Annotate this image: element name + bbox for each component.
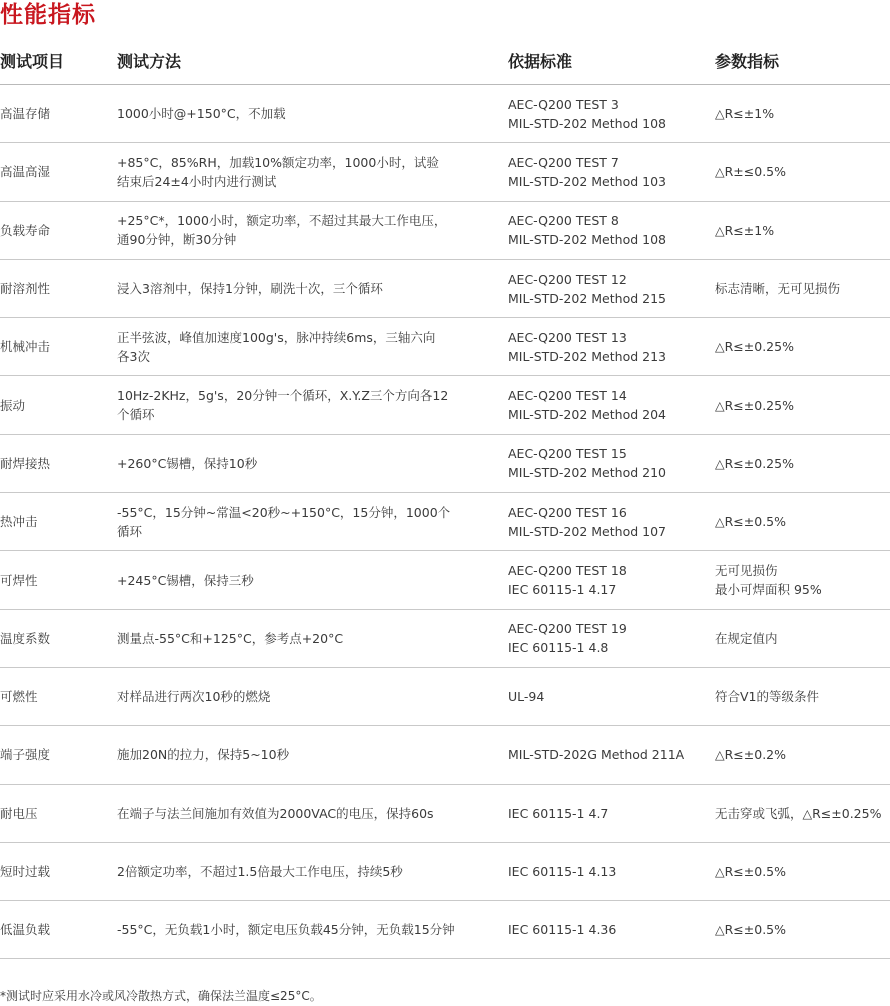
- cell-test-item: [0, 260, 105, 317]
- cell-standard: [508, 260, 703, 317]
- cell-test-method: [117, 376, 487, 433]
- cell-standard: [508, 376, 703, 433]
- table-row: [0, 726, 890, 784]
- standard-text: IEC 60115-1 4.36: [508, 922, 617, 938]
- cell-test-item: [0, 318, 105, 375]
- cell-parameter: [715, 493, 890, 550]
- cell-standard: [508, 435, 703, 492]
- cell-test-item: [0, 202, 105, 259]
- cell-parameter: [715, 726, 890, 783]
- table-row: [0, 435, 890, 493]
- parameter-text: △R±≤0.5%: [715, 164, 787, 180]
- standard-text: AEC-Q200 TEST 3 MIL-STD-202 Method 108: [508, 96, 666, 131]
- standard-text: AEC-Q200 TEST 18 IEC 60115-1 4.17: [508, 563, 627, 598]
- test-method-text: +260°C锡槽，保持10秒: [117, 455, 258, 471]
- cell-test-method: [117, 668, 487, 725]
- cell-test-item: [0, 785, 105, 842]
- parameter-text: △R≤±0.2%: [715, 747, 787, 763]
- cell-parameter: [715, 143, 890, 200]
- cell-test-method: [117, 435, 487, 492]
- table-row: [0, 785, 890, 843]
- cell-test-method: [117, 202, 487, 259]
- cell-standard: [508, 726, 703, 783]
- parameter-text: △R≤±0.5%: [715, 864, 787, 879]
- cell-standard: [508, 610, 703, 667]
- parameter-text: △R≤±0.5%: [715, 514, 787, 530]
- table-row: [0, 318, 890, 376]
- footnote: *测试时应采用水冷或风冷散热方式，确保法兰温度≤25°C。: [0, 989, 322, 1003]
- cell-test-method: [117, 318, 487, 375]
- test-method-text: 1000小时@+150°C，不加载: [117, 106, 286, 122]
- test-method-text: -55°C，无负载1小时，额定电压负载45分钟，无负载15分钟: [117, 922, 455, 938]
- test-item-text: 温度系数: [0, 630, 51, 646]
- test-method-text: 在端子与法兰间施加有效值为2000VAC的电压，保持60s: [117, 805, 434, 821]
- table-row: [0, 260, 890, 318]
- parameter-text: △R≤±0.25%: [715, 455, 794, 471]
- cell-test-item: [0, 85, 105, 142]
- cell-test-method: [117, 85, 487, 142]
- test-method-text: -55°C，15分钟~常温<20秒~+150°C，15分钟，1000个 循环: [117, 504, 451, 539]
- test-method-text: +245°C锡槽，保持三秒: [117, 572, 254, 588]
- parameter-text: △R≤±0.25%: [715, 339, 794, 355]
- test-item-text: 短时过载: [0, 864, 51, 879]
- header-standard: 依据标准: [508, 52, 573, 71]
- cell-parameter: [715, 668, 890, 725]
- standard-text: AEC-Q200 TEST 16 MIL-STD-202 Method 107: [508, 504, 666, 539]
- test-item-text: 高温高湿: [0, 164, 51, 180]
- parameter-text: 符合V1的等级条件: [715, 689, 820, 705]
- parameter-text: △R≤±0.5%: [715, 922, 787, 938]
- table-row: [0, 85, 890, 143]
- test-method-text: 10Hz-2KHz，5g's，20分钟一个循环，X.Y.Z三个方向各12 个循环: [117, 388, 449, 423]
- cell-test-item: [0, 668, 105, 725]
- header-test-item: 测试项目: [0, 52, 65, 71]
- test-method-text: 施加20N的拉力，保持5~10秒: [117, 747, 290, 763]
- test-item-text: 振动: [0, 397, 26, 413]
- cell-test-item: [0, 143, 105, 200]
- test-item-text: 耐电压: [0, 805, 38, 821]
- table-row: [0, 843, 890, 901]
- cell-standard: [508, 551, 703, 608]
- cell-test-method: [117, 785, 487, 842]
- page-title: 性能指标: [0, 2, 96, 28]
- test-method-text: +25°C*，1000小时，额定功率，不超过其最大工作电压， 通90分钟，断30分钟: [117, 213, 447, 248]
- standard-text: IEC 60115-1 4.7: [508, 805, 609, 821]
- table-header: [0, 44, 890, 85]
- cell-parameter: [715, 85, 890, 142]
- cell-test-item: [0, 376, 105, 433]
- table-row: [0, 551, 890, 609]
- cell-standard: [508, 493, 703, 550]
- cell-test-item: [0, 901, 105, 958]
- parameter-text: 无击穿或飞弧，△R≤±0.25%: [715, 805, 882, 821]
- parameter-text: △R≤±0.25%: [715, 397, 794, 413]
- cell-test-method: [117, 260, 487, 317]
- cell-test-item: [0, 610, 105, 667]
- cell-parameter: [715, 260, 890, 317]
- cell-standard: [508, 843, 703, 900]
- spec-table-body: [0, 85, 890, 959]
- test-item-text: 耐焊接热: [0, 455, 51, 471]
- cell-parameter: [715, 435, 890, 492]
- header-parameter: 参数指标: [715, 52, 780, 71]
- cell-test-method: [117, 843, 487, 900]
- cell-parameter: [715, 785, 890, 842]
- cell-standard: [508, 901, 703, 958]
- parameter-text: 无可见损伤 最小可焊面积 95%: [715, 563, 822, 598]
- standard-text: AEC-Q200 TEST 15 MIL-STD-202 Method 210: [508, 446, 666, 481]
- cell-standard: [508, 318, 703, 375]
- table-row: [0, 143, 890, 201]
- table-row: [0, 610, 890, 668]
- test-item-text: 负载寿命: [0, 222, 51, 238]
- test-method-text: +85°C，85%RH，加载10%额定功率，1000小时，试验 结束后24±4小时内进行测试: [117, 154, 439, 189]
- cell-standard: [508, 143, 703, 200]
- standard-text: IEC 60115-1 4.13: [508, 864, 617, 879]
- cell-test-item: [0, 493, 105, 550]
- test-item-text: 可燃性: [0, 689, 38, 705]
- test-method-text: 正半弦波，峰值加速度100g's，脉冲持续6ms，三轴六向 各3次: [117, 329, 436, 364]
- standard-text: AEC-Q200 TEST 14 MIL-STD-202 Method 204: [508, 388, 666, 423]
- cell-parameter: [715, 610, 890, 667]
- cell-test-method: [117, 143, 487, 200]
- header-test-method: 测试方法: [117, 52, 182, 71]
- cell-test-method: [117, 551, 487, 608]
- cell-test-item: [0, 726, 105, 783]
- test-item-text: 热冲击: [0, 514, 38, 530]
- cell-parameter: [715, 202, 890, 259]
- cell-parameter: [715, 318, 890, 375]
- cell-test-item: [0, 551, 105, 608]
- standard-text: AEC-Q200 TEST 13 MIL-STD-202 Method 213: [508, 329, 666, 364]
- cell-parameter: [715, 901, 890, 958]
- cell-test-method: [117, 493, 487, 550]
- test-item-text: 耐溶剂性: [0, 281, 51, 297]
- test-method-text: 浸入3溶剂中，保持1分钟，刷洗十次，三个循环: [117, 281, 383, 297]
- cell-test-method: [117, 726, 487, 783]
- test-method-text: 对样品进行两次10秒的燃烧: [117, 689, 271, 705]
- parameter-text: △R≤±1%: [715, 106, 775, 122]
- cell-test-item: [0, 843, 105, 900]
- parameter-text: 标志清晰，无可见损伤: [715, 281, 841, 297]
- standard-text: AEC-Q200 TEST 12 MIL-STD-202 Method 215: [508, 271, 666, 306]
- cell-parameter: [715, 376, 890, 433]
- standard-text: MIL-STD-202G Method 211A: [508, 747, 685, 763]
- cell-parameter: [715, 551, 890, 608]
- table-row: [0, 376, 890, 434]
- cell-standard: [508, 785, 703, 842]
- test-item-text: 高温存储: [0, 106, 51, 122]
- standard-text: UL-94: [508, 689, 545, 705]
- parameter-text: 在规定值内: [715, 630, 778, 646]
- cell-test-method: [117, 610, 487, 667]
- cell-test-item: [0, 435, 105, 492]
- table-row: [0, 668, 890, 726]
- test-item-text: 机械冲击: [0, 339, 51, 355]
- test-item-text: 低温负载: [0, 922, 51, 938]
- test-item-text: 可焊性: [0, 572, 38, 588]
- test-item-text: 端子强度: [0, 747, 51, 763]
- cell-test-method: [117, 901, 487, 958]
- test-method-text: 2倍额定功率，不超过1.5倍最大工作电压，持续5秒: [117, 864, 403, 879]
- standard-text: AEC-Q200 TEST 7 MIL-STD-202 Method 103: [508, 154, 666, 189]
- test-method-text: 测量点-55°C和+125°C，参考点+20°C: [117, 630, 344, 646]
- cell-standard: [508, 668, 703, 725]
- table-row: [0, 901, 890, 959]
- parameter-text: △R≤±1%: [715, 222, 775, 238]
- standard-text: AEC-Q200 TEST 8 MIL-STD-202 Method 108: [508, 213, 666, 248]
- cell-parameter: [715, 843, 890, 900]
- cell-standard: [508, 202, 703, 259]
- cell-standard: [508, 85, 703, 142]
- table-row: [0, 202, 890, 260]
- table-row: [0, 493, 890, 551]
- standard-text: AEC-Q200 TEST 19 IEC 60115-1 4.8: [508, 621, 627, 656]
